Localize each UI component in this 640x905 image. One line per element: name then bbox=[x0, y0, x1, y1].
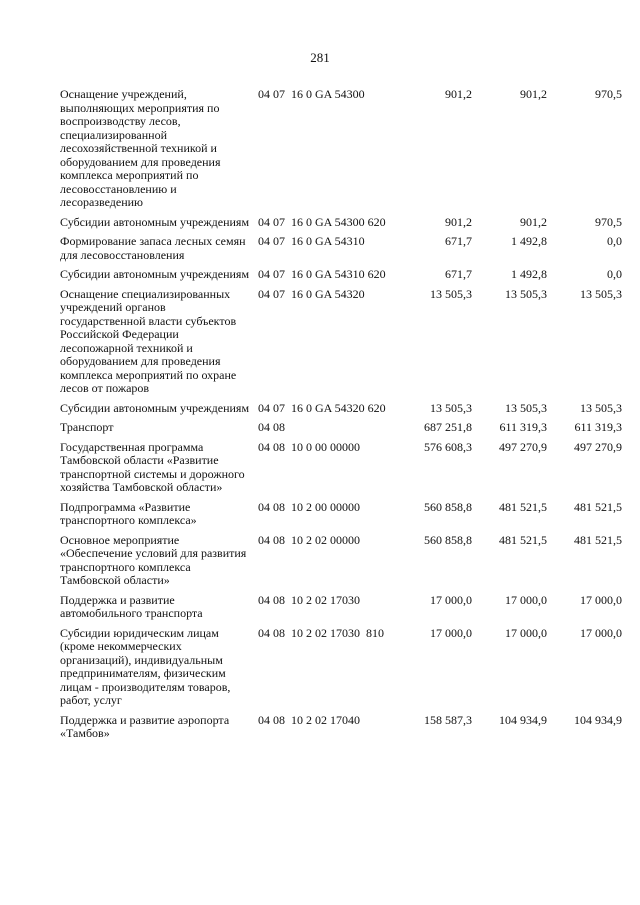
table-row bbox=[0, 288, 640, 396]
table-row bbox=[0, 594, 640, 621]
row-code: 04 08 10 2 02 17040 bbox=[258, 712, 360, 727]
row-value-2: 17 000,0 bbox=[505, 592, 547, 607]
row-value-1: 158 587,3 bbox=[424, 712, 472, 727]
row-code: 04 08 10 2 02 17030 810 bbox=[258, 625, 384, 640]
row-value-1: 13 505,3 bbox=[430, 286, 472, 301]
row-name: Поддержка и развитие автомобильного транспорта bbox=[60, 592, 203, 620]
row-value-1: 17 000,0 bbox=[430, 592, 472, 607]
page-number: 281 bbox=[310, 50, 330, 65]
row-value-2: 104 934,9 bbox=[499, 712, 547, 727]
row-value-3: 970,5 bbox=[595, 87, 622, 101]
row-name: Основное мероприятие «Обеспечение условий для развития транспортного комплекса Тамбовской области» bbox=[60, 532, 247, 587]
row-value-1: 560 858,8 bbox=[424, 499, 472, 514]
row-value-2: 1 492,8 bbox=[511, 267, 547, 281]
row-value-3: 13 505,3 bbox=[580, 400, 622, 415]
table-row bbox=[0, 421, 640, 435]
row-value-3: 13 505,3 bbox=[580, 286, 622, 301]
row-value-1: 687 251,8 bbox=[424, 420, 472, 434]
row-value-1: 671,7 bbox=[445, 234, 472, 248]
row-value-3: 0,0 bbox=[607, 267, 622, 281]
table-row bbox=[0, 627, 640, 708]
row-value-3: 611 319,3 bbox=[574, 420, 622, 434]
row-value-1: 901,2 bbox=[445, 87, 472, 101]
row-value-2: 901,2 bbox=[520, 87, 547, 101]
row-value-1: 901,2 bbox=[445, 214, 472, 229]
table-row bbox=[0, 501, 640, 528]
row-name: Формирование запаса лесных семян для лесовосстановления bbox=[60, 234, 246, 262]
table-row bbox=[0, 216, 640, 230]
row-code: 04 07 16 0 GA 54320 bbox=[258, 286, 365, 301]
row-value-3: 17 000,0 bbox=[580, 625, 622, 640]
row-value-1: 17 000,0 bbox=[430, 625, 472, 640]
row-value-2: 17 000,0 bbox=[505, 625, 547, 640]
row-value-1: 13 505,3 bbox=[430, 400, 472, 415]
row-value-2: 611 319,3 bbox=[499, 420, 547, 434]
row-value-3: 17 000,0 bbox=[580, 592, 622, 607]
table-row bbox=[0, 268, 640, 282]
row-code: 04 07 16 0 GA 54310 620 bbox=[258, 267, 386, 281]
row-value-2: 481 521,5 bbox=[499, 499, 547, 514]
row-name: Субсидии юридическим лицам (кроме некоммерческих организаций), индивидуальным предпринимателям, физическим лицам - производителям товаров, работ, услуг bbox=[60, 625, 231, 707]
row-value-3: 481 521,5 bbox=[574, 532, 622, 547]
row-name: Поддержка и развитие аэропорта «Тамбов» bbox=[60, 712, 230, 740]
row-name: Подпрограмма «Развитие транспортного комплекса» bbox=[60, 499, 197, 527]
row-value-2: 901,2 bbox=[520, 214, 547, 229]
row-name: Субсидии автономным учреждениям bbox=[60, 400, 250, 415]
row-code: 04 07 16 0 GA 54300 620 bbox=[258, 214, 386, 229]
budget-table bbox=[0, 88, 640, 747]
row-value-1: 576 608,3 bbox=[424, 439, 472, 454]
row-name: Транспорт bbox=[60, 420, 114, 434]
row-value-3: 104 934,9 bbox=[574, 712, 622, 727]
row-code: 04 08 10 2 02 00000 bbox=[258, 532, 360, 547]
row-code: 04 07 16 0 GA 54320 620 bbox=[258, 400, 386, 415]
row-code: 04 08 bbox=[258, 420, 285, 434]
row-code: 04 07 16 0 GA 54310 bbox=[258, 234, 365, 248]
table-row bbox=[0, 714, 640, 741]
row-value-2: 497 270,9 bbox=[499, 439, 547, 454]
row-name: Субсидии автономным учреждениям bbox=[60, 267, 250, 281]
row-name: Оснащение учреждений, выполняющих мероприятия по воспроизводству лесов, специализированной лесохозяйственной техникой и оборудованием для проведения комплекса мероприятий по лесовосстановлению и лесоразведению bbox=[60, 87, 221, 209]
row-name: Государственная программа Тамбовской области «Развитие транспортной системы и дорожного хозяйства Тамбовской области» bbox=[60, 439, 245, 494]
row-value-3: 497 270,9 bbox=[574, 439, 622, 454]
row-value-2: 13 505,3 bbox=[505, 400, 547, 415]
table-row bbox=[0, 402, 640, 416]
row-name: Оснащение специализированных учреждений органов государственной власти субъектов Российской Федерации лесопожарной техникой и оборудованием для проведения комплекса мероприятий по охране лесов от пожаров bbox=[60, 286, 237, 395]
row-value-3: 481 521,5 bbox=[574, 499, 622, 514]
table-row bbox=[0, 441, 640, 495]
table-row bbox=[0, 88, 640, 210]
row-name: Субсидии автономным учреждениям bbox=[60, 214, 250, 229]
row-value-2: 13 505,3 bbox=[505, 286, 547, 301]
row-value-1: 671,7 bbox=[445, 267, 472, 281]
row-value-3: 970,5 bbox=[595, 214, 622, 229]
row-value-2: 1 492,8 bbox=[511, 234, 547, 248]
row-code: 04 08 10 2 02 17030 bbox=[258, 592, 360, 607]
row-value-3: 0,0 bbox=[607, 234, 622, 248]
table-row bbox=[0, 235, 640, 262]
row-code: 04 07 16 0 GA 54300 bbox=[258, 87, 365, 101]
table-row bbox=[0, 534, 640, 588]
row-code: 04 08 10 2 00 00000 bbox=[258, 499, 360, 514]
row-value-1: 560 858,8 bbox=[424, 532, 472, 547]
row-value-2: 481 521,5 bbox=[499, 532, 547, 547]
row-code: 04 08 10 0 00 00000 bbox=[258, 439, 360, 454]
